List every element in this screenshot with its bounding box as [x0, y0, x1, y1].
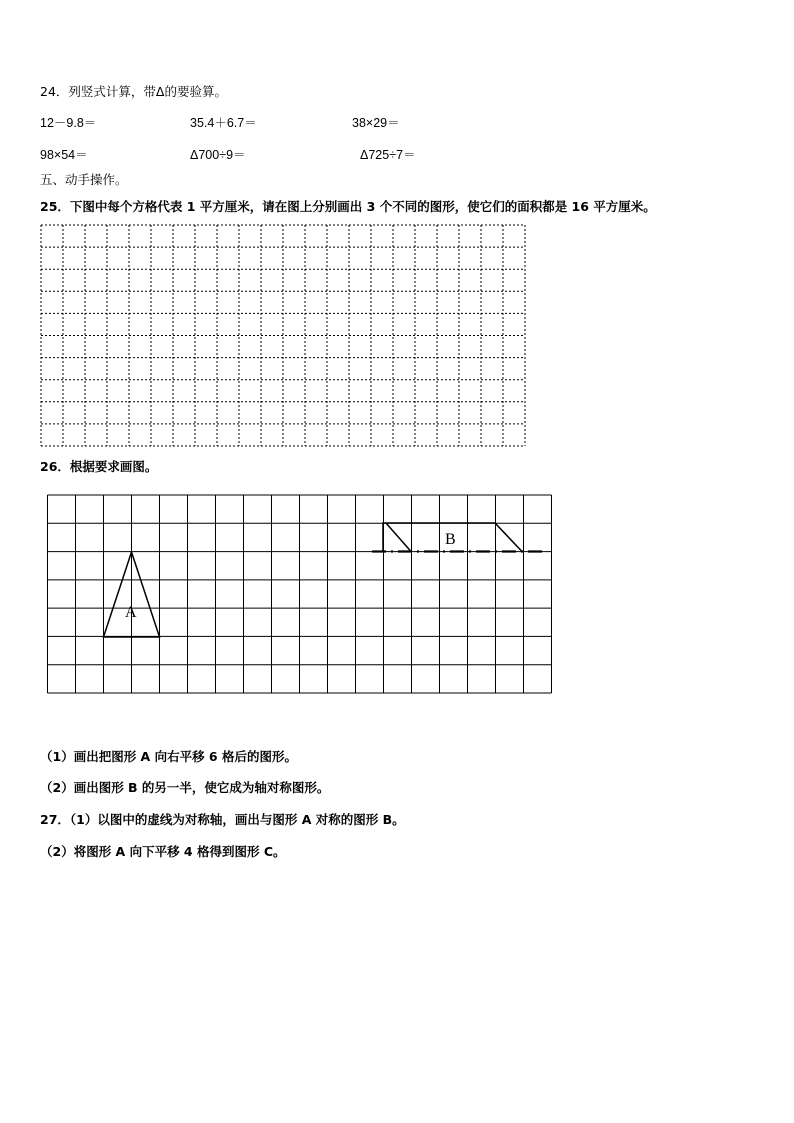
q25-square-grid [41, 225, 525, 446]
figure-b-label: B [445, 531, 456, 548]
calc-12-minus-9.8: 12－9.8＝ [40, 116, 97, 130]
figure-a-label: A [125, 604, 137, 621]
q26-square-grid [48, 495, 552, 693]
calc-35.4-plus-6.7: 35.4＋6.7＝ [190, 116, 257, 130]
figure-b-inner-edge [386, 523, 411, 552]
q26-title: 26．根据要求画图。 [40, 459, 158, 474]
q26-sub1: （1）画出把图形 A 向右平移 6 格后的图形。 [40, 749, 297, 764]
q26-sub2: （2）画出图形 B 的另一半，使它成为轴对称图形。 [40, 780, 330, 795]
section-5-title: 五、动手操作。 [40, 172, 128, 187]
q25-title: 25．下图中每个方格代表 1 平方厘米，请在图上分别画出 3 个不同的图形，使它们的面积都是 16 平方厘米。 [40, 199, 656, 214]
calc-38-times-29: 38×29＝ [352, 116, 400, 130]
q27-sub1: 27．（1）以图中的虚线为对称轴，画出与图形 A 对称的图形 B。 [40, 812, 405, 827]
q27-sub2: （2）将图形 A 向下平移 4 格得到图形 C。 [40, 844, 286, 859]
calc-700-div-9: Δ700÷9＝ [190, 148, 246, 162]
calc-98-times-54: 98×54＝ [40, 148, 88, 162]
q24-title: 24．列竖式计算，带Δ的要验算。 [40, 84, 227, 99]
calc-725-div-7: Δ725÷7＝ [360, 148, 416, 162]
